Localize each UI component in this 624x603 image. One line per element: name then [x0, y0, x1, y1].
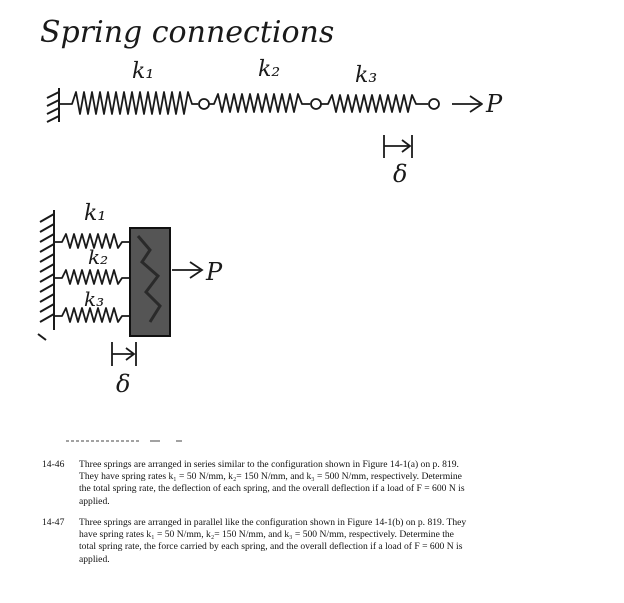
problem-number: 14-47	[42, 517, 65, 528]
parallel-deflection-marker	[112, 342, 136, 366]
series-force-label: P	[486, 90, 503, 118]
series-node-end	[429, 99, 439, 109]
parallel-deflection-label: δ	[116, 370, 131, 398]
parallel-force-label: P	[206, 258, 223, 286]
series-spring-k2	[209, 94, 310, 112]
problem-number: 14-46	[42, 459, 65, 470]
parallel-spring-k2	[54, 270, 130, 284]
series-node-1	[199, 99, 209, 109]
sketch-title: Spring connections	[40, 15, 335, 50]
series-spring-k1	[59, 92, 198, 114]
series-deflection-marker	[384, 135, 412, 158]
problem-text: Three springs are arranged in series similar to the configuration shown in Figure 14-1(a) on p. 819. They have spring rates k₁ = 50 N/mm, k₂= 150 N/mm, and k₃ = 500 N/mm, respectively. Determine the total spring rate, the deflection of each spring, and the overall deflection if a load of F = 600 N is applied.	[79, 459, 465, 507]
series-deflection-label: δ	[393, 160, 408, 188]
problem-14-47	[42, 517, 472, 566]
series-spring-k3	[321, 95, 428, 112]
series-wall	[47, 88, 59, 122]
series-k3-label: k₃	[355, 63, 378, 88]
series-node-2	[311, 99, 321, 109]
problem-14-46	[42, 459, 472, 508]
parallel-k2-label: k₂	[88, 245, 109, 269]
series-k1-label: k₁	[132, 59, 155, 84]
parallel-k3-label: k₃	[84, 287, 105, 311]
parallel-k1-label: k₁	[84, 201, 107, 226]
series-k2-label: k₂	[258, 57, 281, 82]
problem-text: Three springs are arranged in parallel like the configuration shown in Figure 14-1(b) on p. 819. They have spring rates k₁ = 50 N/mm, k₂= 150 N/mm, and k₃ = 500 N/mm, respectively. Determine the total spring rate, the force carried by each spring, and the overall deflection if a load of F = 600 N is applied.	[79, 517, 467, 565]
parallel-wall	[38, 210, 54, 340]
